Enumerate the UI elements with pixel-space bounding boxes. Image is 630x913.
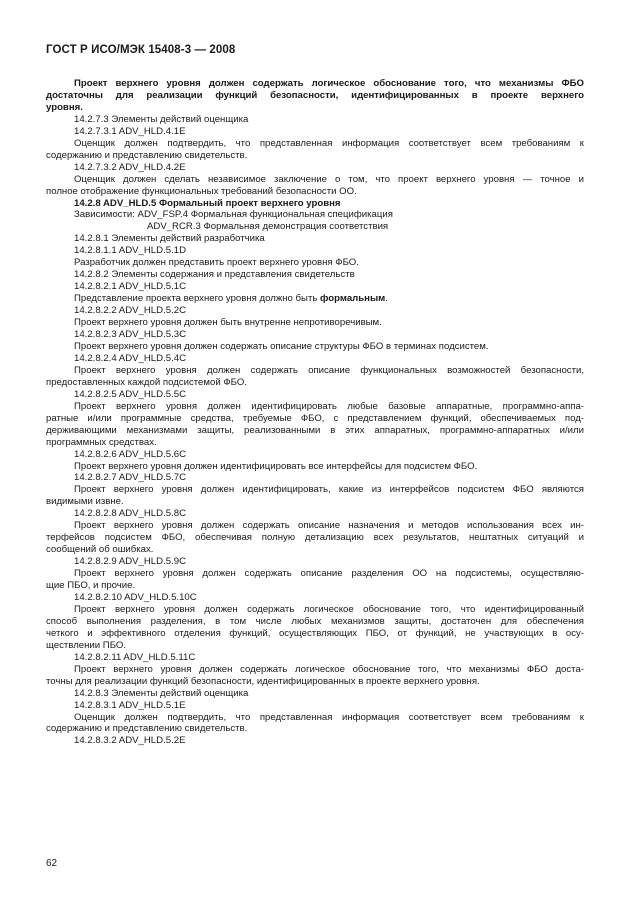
text-line: сообщений об ошибках. [46, 544, 154, 556]
text-line: способ выполнения разделения, в том числе любых механизмов защиты, достаточен для обеспечения [46, 615, 584, 627]
text-line: 14.2.7.3 Элементы действий оценщика [74, 113, 249, 125]
document-body [46, 78, 584, 747]
text-line: четкого и эффективного отделения функций, осуществляющих ПБО, от функций, не участвующих в осу- [46, 627, 584, 639]
text-line: 14.2.8.2.9 ADV_HLD.5.9C [74, 556, 186, 568]
text-line: содержанию и представлению свидетельств. [46, 723, 248, 735]
text-line: 14.2.8.2.6 ADV_HLD.5.6C [74, 448, 186, 460]
text-line: 14.2.7.3.1 ADV_HLD.4.1E [74, 125, 186, 137]
text-line: Проект верхнего уровня должен содержать логическое обоснование того, что механизмы ФБО [74, 78, 584, 89]
text-line: Проект верхнего уровня должен идентифицировать любые базовые аппаратные, программно-аппа- [74, 400, 584, 412]
page-header: ГОСТ Р ИСО/МЭК 15408-3 — 2008 [46, 44, 236, 56]
page-number: 62 [46, 858, 58, 869]
text-line: 14.2.8.3.1 ADV_HLD.5.1E [74, 699, 186, 711]
text-line: 14.2.8 ADV_HLD.5 Формальный проект верхнего уровня [74, 197, 341, 209]
text-line: Оценщик должен подтвердить, что представленная информация соответствует всем требованиям к [74, 711, 584, 723]
text-line: 14.2.8.2.10 ADV_HLD.5.10C [74, 591, 197, 603]
text-line: 14.2.8.3 Элементы действий оценщика [74, 687, 249, 699]
text-line: ратные и/или программные средства, требуемые ФБО, с представлением функций, обеспечиваемых под- [46, 412, 584, 424]
text-line: видимыми извне. [46, 496, 124, 508]
text-line: Проект верхнего уровня должен содержать логическое обоснование того, что механизмы ФБО доста- [74, 663, 584, 675]
text-line: 14.2.8.2.2 ADV_HLD.5.2C [74, 305, 186, 317]
text-line: 14.2.8.2.3 ADV_HLD.5.3C [74, 329, 186, 341]
text-line: Представление проекта верхнего уровня должно быть формальным. [74, 293, 388, 305]
text-line: 14.2.8.2.8 ADV_HLD.5.8C [74, 508, 186, 520]
text-line: Проект верхнего уровня должен быть внутренне непротиворечивым. [74, 317, 382, 329]
text-line: Оценщик должен сделать независимое заключение о том, что проект верхнего уровня — точное и [74, 173, 584, 185]
text-line: Проект верхнего уровня должен содержать логическое обоснование того, что идентифицированный [74, 603, 584, 615]
text-line: терфейсов подсистем ФБО, обеспечивая полную детализацию всех результатов, нештатных ситуаций и [46, 532, 584, 544]
text-line: 14.2.8.2.4 ADV_HLD.5.4C [74, 352, 186, 364]
text-line: держивающими механизмами защиты, реализованными в этих аппаратных, программно-аппаратных и/или [46, 424, 584, 436]
text-line: 14.2.8.2.7 ADV_HLD.5.7C [74, 472, 186, 484]
text-line: ществлении ПБО. [46, 639, 127, 651]
text-line: Проект верхнего уровня должен содержать описание назначения и методов использования всех ин- [74, 520, 584, 532]
text-line: 14.2.8.2.11 ADV_HLD.5.11C [74, 651, 196, 663]
text-line: Проект верхнего уровня должен идентифицировать все интерфейсы для подсистем ФБО. [74, 460, 478, 472]
text-line: Проект верхнего уровня должен содержать описание функциональных возможностей безопасности, [74, 364, 584, 376]
text-line: 14.2.8.1 Элементы действий разработчика [74, 233, 265, 245]
emphasis-term: формальным [320, 293, 386, 305]
text-line: 14.2.8.2.1 ADV_HLD.5.1C [74, 281, 186, 293]
text-line: уровня. [46, 101, 83, 113]
text-line: 14.2.7.3.2 ADV_HLD.4.2E [74, 161, 186, 173]
text-line: Проект верхнего уровня должен содержать описание разделения ОО на подсистемы, осуществляю- [74, 568, 584, 580]
text-line: 14.2.8.1.1 ADV_HLD.5.1D [74, 245, 186, 257]
text-line: точны для реализации функций безопасности, идентифицированных в проекте верхнего уровня. [46, 675, 480, 687]
text-line: программных средствах. [46, 436, 157, 448]
text-line: 14.2.8.2 Элементы содержания и представления свидетельств [74, 269, 355, 281]
text-line: достаточны для реализации функций безопасности, идентифицированных в проекте верхнего [46, 89, 584, 101]
text-line: Оценщик должен подтвердить, что представленная информация соответствует всем требованиям к [74, 137, 584, 149]
text-line: 14.2.8.2.5 ADV_HLD.5.5C [74, 388, 186, 400]
text-line: 14.2.8.3.2 ADV_HLD.5.2E [74, 735, 186, 747]
text-line: полное отображение функциональных требований безопасности ОО. [46, 185, 357, 197]
text-line: содержанию и представлению свидетельств. [46, 149, 248, 161]
text-line: Проект верхнего уровня должен содержать описание структуры ФБО в терминах подсистем. [74, 340, 489, 352]
text-line: ADV_RCR.3 Формальная демонстрация соответствия [147, 221, 389, 233]
text-line: Зависимости: ADV_FSP.4 Формальная функциональная спецификация [74, 209, 393, 221]
text-line: Проект верхнего уровня должен идентифицировать, какие из интерфейсов подсистем ФБО являются [74, 484, 584, 496]
text-line: Разработчик должен представить проект верхнего уровня ФБО. [74, 257, 359, 269]
text-line: предоставленных каждой подсистемой ФБО. [46, 376, 247, 388]
text-line: щие ПБО, и прочие. [46, 580, 136, 592]
